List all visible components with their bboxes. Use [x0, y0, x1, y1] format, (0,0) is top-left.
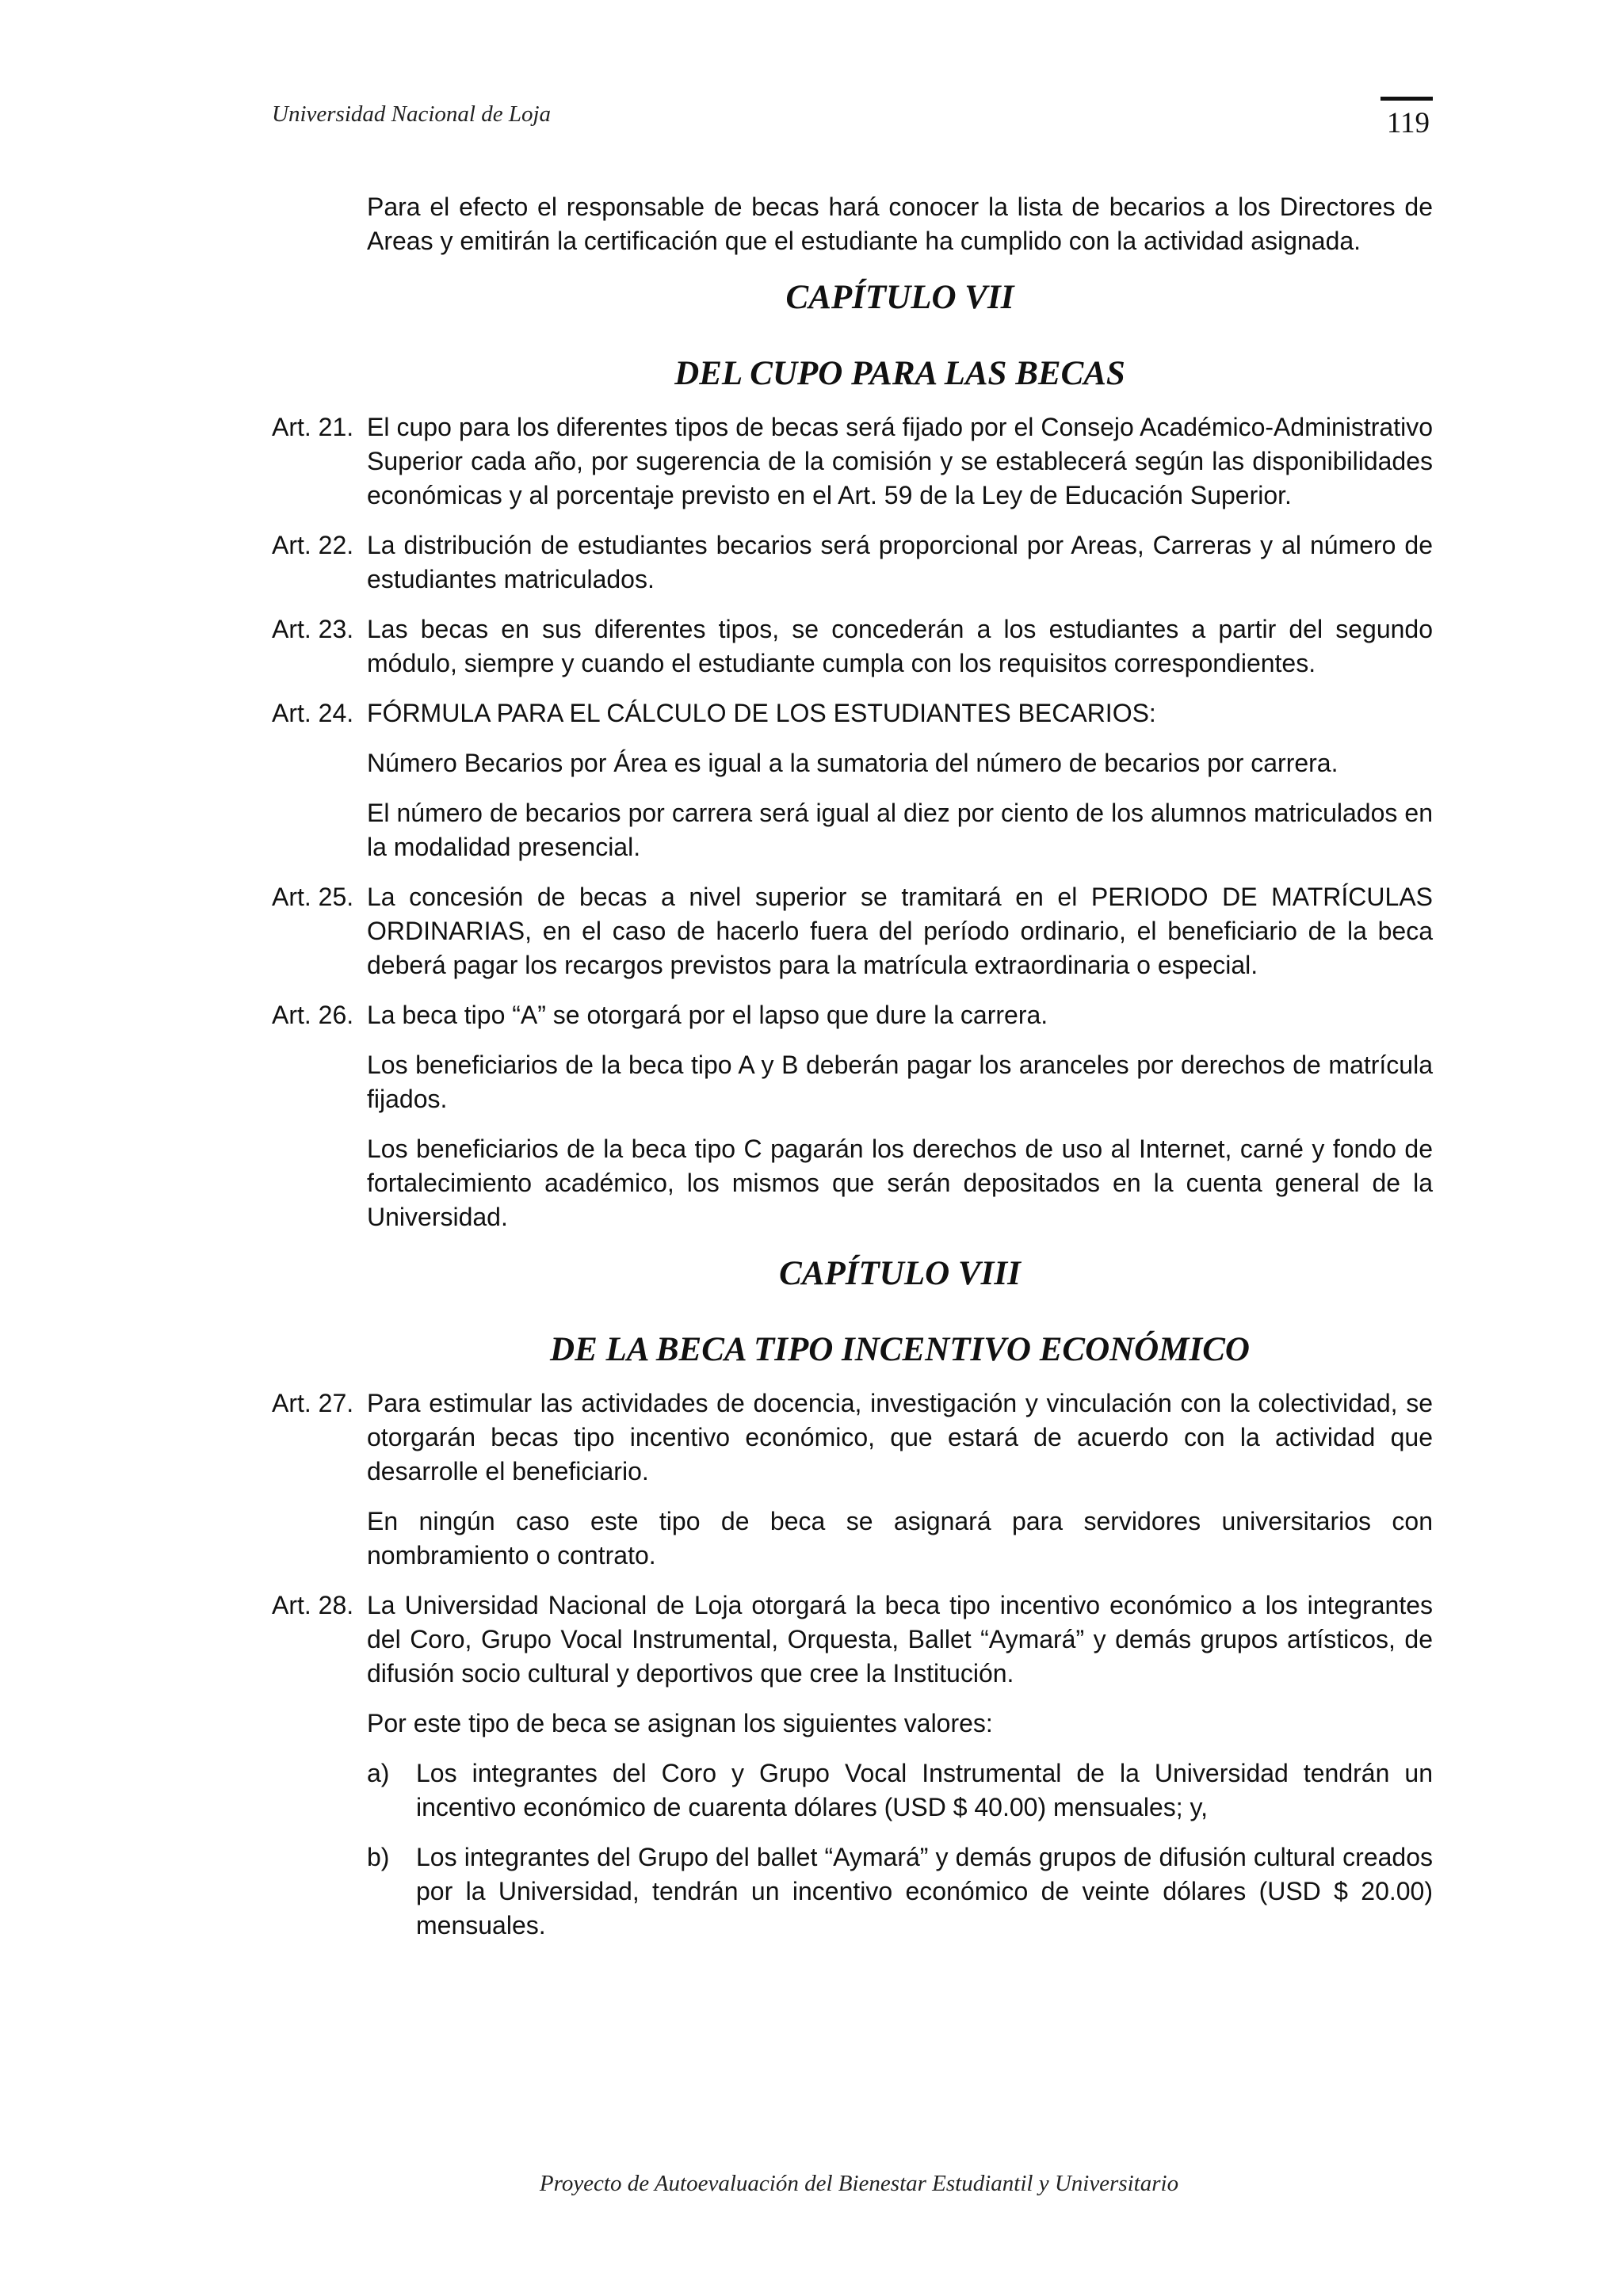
chapter-title: CAPÍTULO VII — [785, 279, 1014, 316]
list-item-label: a) — [367, 1759, 390, 1787]
page-number-rule — [1381, 97, 1433, 101]
article-text: La beca tipo “A” se otorgará por el lapso que dure la carrera. — [367, 1001, 1048, 1029]
article-text: El cupo para los diferentes tipos de becas será fijado por el Consejo Académico-Administrativo Superior cada año, por sugerencia de la comisión y se establecerá según las disponibilidades económicas y al porcentaje previsto en el Art. 59 de la Ley de Educación Superior. — [367, 413, 1433, 509]
article-number: Art. 22. — [272, 531, 354, 559]
article-paragraph: Los beneficiarios de la beca tipo A y B deberán pagar los aranceles por derechos de matrícula fijados. — [367, 1051, 1433, 1113]
article-number: Art. 26. — [272, 1001, 354, 1029]
list-item-text: Los integrantes del Coro y Grupo Vocal Instrumental de la Universidad tendrán un incentivo económico de cuarenta dólares (USD $ 40.00) mensuales; y, — [416, 1759, 1433, 1821]
list-item-text: Los integrantes del Grupo del ballet “Aymará” y demás grupos de difusión cultural creados por la Universidad, tendrán un incentivo económico de veinte dólares (USD $ 20.00) mensuales. — [416, 1843, 1433, 1939]
intro-paragraph: Para el efecto el responsable de becas hará conocer la lista de becarios a los Directores de Areas y emitirán la certificación que el estudiante ha cumplido con la actividad asignada. — [367, 193, 1433, 255]
list-item-label: b) — [367, 1843, 390, 1871]
chapter-title: CAPÍTULO VIII — [779, 1255, 1021, 1292]
article-paragraph: Por este tipo de beca se asignan los siguientes valores: — [367, 1709, 993, 1737]
article-number: Art. 24. — [272, 699, 354, 727]
article-25 — [272, 880, 1433, 982]
article-28 — [272, 1589, 1433, 1691]
page-number: 119 — [1386, 107, 1430, 139]
article-number: Art. 25. — [272, 883, 354, 911]
chapter-subtitle: DE LA BECA TIPO INCENTIVO ECONÓMICO — [550, 1331, 1250, 1368]
article-text: Las becas en sus diferentes tipos, se concederán a los estudiantes a partir del segundo módulo, siempre y cuando el estudiante cumpla con los requisitos correspondientes. — [367, 615, 1433, 677]
running-header: Universidad Nacional de Loja — [272, 101, 552, 127]
article-paragraph: Número Becarios por Área es igual a la sumatoria del número de becarios por carrera. — [367, 749, 1338, 777]
chapter-subtitle: DEL CUPO PARA LAS BECAS — [674, 355, 1125, 392]
article-23 — [272, 612, 1433, 681]
list-item — [367, 1840, 1433, 1943]
list-item — [367, 1756, 1433, 1825]
article-number: Art. 27. — [272, 1389, 354, 1417]
article-21 — [272, 410, 1433, 513]
article-paragraph: Los beneficiarios de la beca tipo C pagarán los derechos de uso al Internet, carné y fondo de fortalecimiento académico, los mismos que serán depositados en la cuenta general de la Universidad. — [367, 1135, 1433, 1231]
article-26 — [272, 998, 1433, 1032]
article-text: Para estimular las actividades de docencia, investigación y vinculación con la colectividad, se otorgarán becas tipo incentivo económico, que estará de acuerdo con la actividad que desarrolle el beneficiario. — [367, 1389, 1433, 1486]
article-number: Art. 21. — [272, 413, 354, 441]
article-number: Art. 23. — [272, 615, 354, 643]
running-footer: Proyecto de Autoevaluación del Bienestar Estudiantil y Universitario — [539, 2171, 1179, 2196]
article-27 — [272, 1386, 1433, 1489]
article-text: La Universidad Nacional de Loja otorgará la beca tipo incentivo económico a los integrantes del Coro, Grupo Vocal Instrumental, Orquesta, Ballet “Aymará” y demás grupos artísticos, de difusión socio cultural y deportivos que cree la Institución. — [367, 1591, 1433, 1688]
article-22 — [272, 528, 1433, 597]
article-text: La concesión de becas a nivel superior se tramitará en el PERIODO DE MATRÍCULAS ORDINARIAS, en el caso de hacerlo fuera del período ordinario, el beneficiario de la beca deberá pagar los recargos previstos para la matrícula extraordinaria o especial. — [367, 883, 1433, 979]
article-24 — [272, 696, 1433, 730]
document-body — [272, 190, 1433, 1958]
article-text: FÓRMULA PARA EL CÁLCULO DE LOS ESTUDIANTES BECARIOS: — [367, 699, 1156, 727]
article-paragraph: El número de becarios por carrera será igual al diez por ciento de los alumnos matriculados en la modalidad presencial. — [367, 799, 1433, 861]
article-number: Art. 28. — [272, 1591, 354, 1619]
article-paragraph: En ningún caso este tipo de beca se asignará para servidores universitarios con nombramiento o contrato. — [367, 1507, 1433, 1569]
article-text: La distribución de estudiantes becarios será proporcional por Areas, Carreras y al número de estudiantes matriculados. — [367, 531, 1433, 593]
